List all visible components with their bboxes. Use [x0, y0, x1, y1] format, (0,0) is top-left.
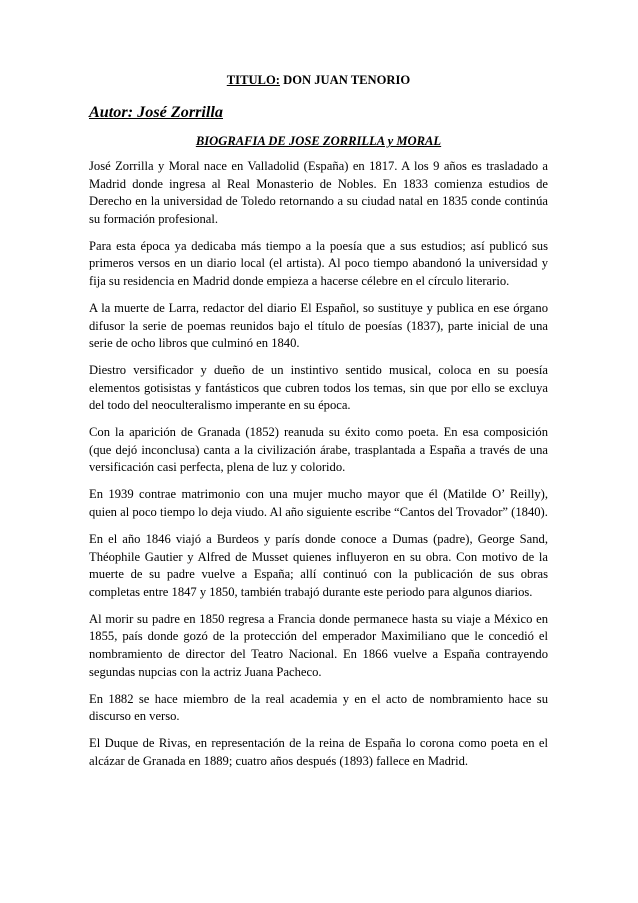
title-value: DON JUAN TENORIO	[279, 73, 411, 87]
paragraph-2: Para esta época ya dedicaba más tiempo a la poesía que a sus estudios; así publicó sus primeros versos en un diario local (el artista). Al poco tiempo abandonó la universidad y fija su residencia en Madrid donde empieza a hacerse célebre en el círculo literario.	[89, 238, 548, 288]
document-title	[89, 72, 548, 88]
title-label: TITULO:	[226, 73, 280, 87]
paragraph-1: José Zorrilla y Moral nace en Valladolid (España) en 1817. A los 9 años es trasladado a Madrid donde ingresa al Real Monasterio de Nobles. En 1833 comienza estudios de Derecho en la universidad de Toledo retornando a su ciudad natal en 1835 conde continúa su formación profesional.	[89, 159, 548, 226]
paragraph-6: En 1939 contrae matrimonio con una mujer mucho mayor que él (Matilde O’ Reilly), quien al poco tiempo lo deja viudo. Al año siguiente escribe “Cantos del Trovador” (1840).	[89, 487, 548, 520]
biography-heading: BIOGRAFIA DE JOSE ZORRILLA y MORAL	[195, 134, 442, 148]
paragraph-3: A la muerte de Larra, redactor del diario El Español, so sustituye y publica en ese órgano difusor la serie de poemas reunidos bajo el título de poesías (1837), parte inicial de una serie de ocho libros que culminó en 1840.	[89, 300, 548, 351]
document-page	[89, 72, 548, 780]
paragraph-4: Diestro versificador y dueño de un instintivo sentido musical, coloca en su poesía elementos gotisistas y fantásticos que cubren todos los temas, sin que por ello se excluya del todo del neoculteralismo imperante en su época.	[89, 363, 548, 413]
paragraph-7: En el año 1846 viajó a Burdeos y parís donde conoce a Dumas (padre), George Sand, Théophile Gautier y Alfred de Musset quienes influyeron en su obra. Con motivo de la muerte de su padre vuelve a España; allí continuó con la publicación de sus obras completas entre 1847 y 1850, también trabajó durante este periodo para algunos diarios.	[89, 532, 548, 599]
paragraph-10: El Duque de Rivas, en representación de la reina de España lo corona como poeta en el alcázar de Granada en 1889; cuatro años después (1893) fallece en Madrid.	[89, 736, 548, 768]
paragraph-8: Al morir su padre en 1850 regresa a Francia donde permanece hasta su viaje a México en 1855, país donde gozó de la protección del emperador Maximiliano que le concedió el nombramiento de director del Teatro Nacional. En 1866 vuelve a España contrayendo segundas nupcias con la actriz Juana Pacheco.	[89, 611, 548, 679]
paragraph-5: Con la aparición de Granada (1852) reanuda su éxito como poeta. En esa composición (que dejó inconclusa) canta a la civilización árabe, trasplantada a España a través de una versificación casi perfecta, plena de luz y colorido.	[89, 425, 548, 475]
author-line: Autor: José Zorrilla	[89, 103, 224, 121]
paragraph-9: En 1882 se hace miembro de la real academia y en el acto de nombramiento hace su discurso en verso.	[89, 691, 548, 724]
